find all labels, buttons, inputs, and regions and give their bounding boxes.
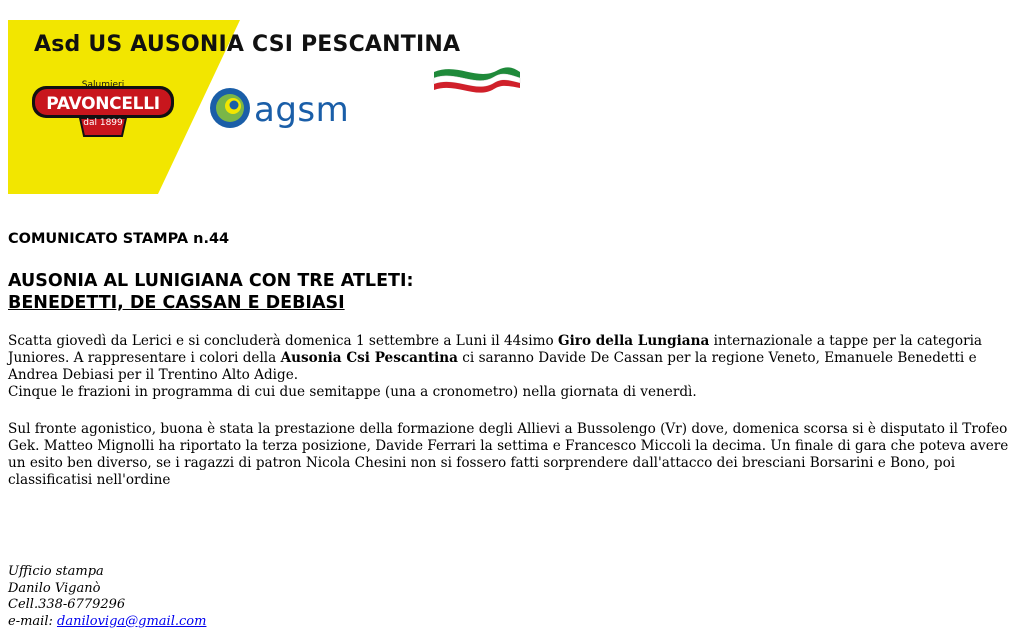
- signature-email-line: [8, 614, 206, 631]
- pavoncelli-tagline: Salumieri: [81, 80, 125, 90]
- p1-text-f: Cinque le frazioni in programma di cui due semitappe (una a cronometro) nella giornata di venerdì.: [8, 384, 697, 400]
- signature-email-label: e-mail:: [8, 613, 57, 629]
- club-title: Asd US AUSONIA CSI PESCANTINA: [34, 32, 461, 57]
- p1-text-c: internazionale a tappe per la categoria Juniores. A rappresentare i colori della: [8, 333, 983, 366]
- pavoncelli-name: PAVONCELLI: [46, 94, 160, 114]
- signature-block: [8, 564, 206, 630]
- header-banner: [8, 20, 528, 194]
- signature-phone: Cell.338-6779296: [8, 597, 126, 612]
- p1-team-name: Ausonia Csi Pescantina: [280, 350, 458, 366]
- headline-line-2: BENEDETTI, DE CASSAN E DEBIASI: [8, 293, 345, 313]
- paragraph-1: [8, 333, 1016, 401]
- agsm-logo-text: agsm: [254, 90, 350, 130]
- p1-text-a: Scatta giovedì da Lerici e si concluderà domenica 1 settembre a Luni il 44simo: [8, 333, 559, 349]
- signature-office: Ufficio stampa: [8, 564, 104, 579]
- press-release-label: COMUNICATO STAMPA n.44: [8, 231, 230, 247]
- headline: [8, 270, 413, 314]
- italian-flag-ribbon-icon: [434, 67, 520, 92]
- email-link[interactable]: daniloviga@gmail.com: [57, 613, 207, 629]
- p1-text-e: ci saranno Davide De Cassan per la regione Veneto, Emanuele Benedetti e Andrea Debiasi per il Trentino Alto Adige.: [8, 350, 977, 383]
- signature-name: Danilo Viganò: [8, 580, 101, 596]
- p1-race-name: Giro della Lungiana: [558, 333, 710, 349]
- pavoncelli-logo: [32, 78, 174, 138]
- paragraph-2: Sul fronte agonistico, buona è stata la prestazione della formazione degli Allievi a Bussolengo (Vr) dove, domenica scorsa si è disputato il Trofeo Gek. Matteo Mignolli ha riportato la terza posizione, Davide Ferrari la settima e Francesco Miccoli la decima. Un finale di gara che poteva avere un esito ben diverso, se i ragazzi di patron Nicola Chesini non si fossero fatti sorprendere dall'attacco dei bresciani Borsarini e Bono, poi classificatisi nell'ordine: [8, 421, 1009, 488]
- headline-line-1: AUSONIA AL LUNIGIANA CON TRE ATLETI:: [8, 271, 414, 291]
- pavoncelli-since: dal 1899: [83, 118, 123, 128]
- agsm-logo-mark-icon: [210, 88, 250, 128]
